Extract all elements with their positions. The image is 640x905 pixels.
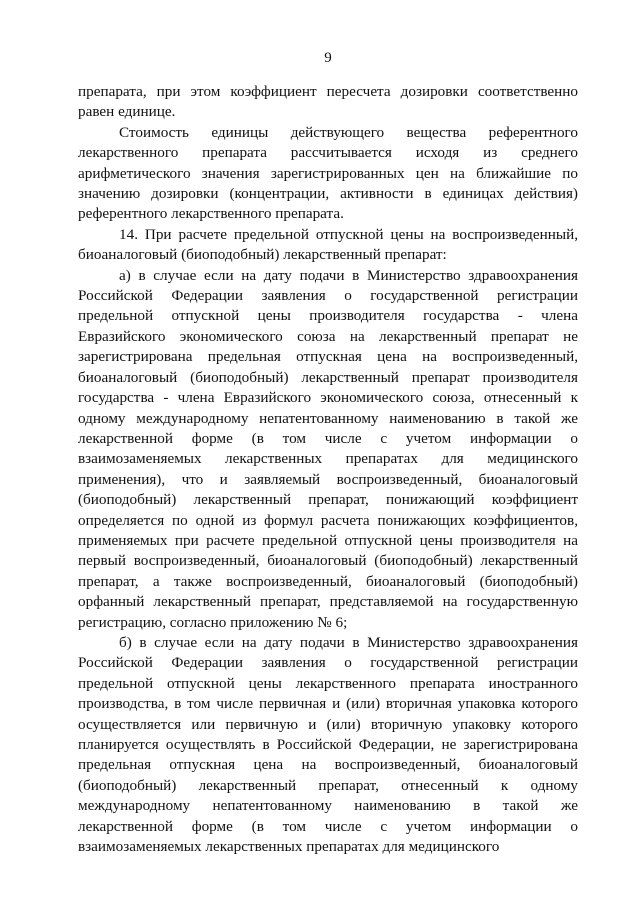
paragraph-subclause-a: а) в случае если на дату подачи в Министерство здравоохранения Российской Федерации заявления о государственной регистрации предельной отпускной цены производителя государства - члена Евразийского экономического союза на лекарственный препарат не зарегистрирована предельная отпускная цена на воспроизведенный, биоаналоговый (биоподобный) лекарственный препарат производителя государства - члена Евразийского экономического союза, отнесенный к одному международному непатентованному наименованию в такой же лекарственной форме (в том числе с учетом информации о взаимозаменяемых лекарственных препаратах для медицинского применения), что и заявляемый воспроизведенный, биоаналоговый (биоподобный) лекарственный препарат, понижающий коэффициент определяется по одной из формул расчета понижающих коэффициентов, применяемых при расчете предельной отпускной цены производителя на первый воспроизведенный, биоаналоговый (биоподобный) лекарственный препарат, а также воспроизведенный, биоаналоговый (биоподобный) орфанный лекарственный препарат, представляемой на государственную регистрацию, согласно приложению № 6; <box>78 266 578 631</box>
paragraph-continuation: препарата, при этом коэффициент пересчета дозировки соответственно равен единице. <box>78 83 578 121</box>
page-number: 9 <box>324 50 332 66</box>
paragraph-clause-14: 14. При расчете предельной отпускной цены на воспроизведенный, биоаналоговый (биоподобный) лекарственный препарат: <box>78 225 578 264</box>
document-body <box>78 82 578 857</box>
paragraph-subclause-b: б) в случае если на дату подачи в Министерство здравоохранения Российской Федерации заявления о государственной регистрации предельной отпускной цены лекарственного препарата иностранного производства, в том числе первичная и (или) вторичная упаковка которого осуществляется или первичную и (или) вторичную упаковку которого планируется осуществлять в Российской Федерации, не зарегистрирована предельная отпускная цена на воспроизведенный, биоаналоговый (биоподобный) лекарственный препарат, отнесенный к одному международному непатентованному наименованию в такой же лекарственной форме (в том числе с учетом информации о взаимозаменяемых лекарственных препаратах для медицинского <box>78 633 578 856</box>
paragraph-unit-cost: Стоимость единицы действующего вещества референтного лекарственного препарата рассчитывается исходя из среднего арифметического значения зарегистрированных цен на ближайшие по значению дозировки (концентрации, активности в единицах действия) референтного лекарственного препарата. <box>78 123 578 223</box>
